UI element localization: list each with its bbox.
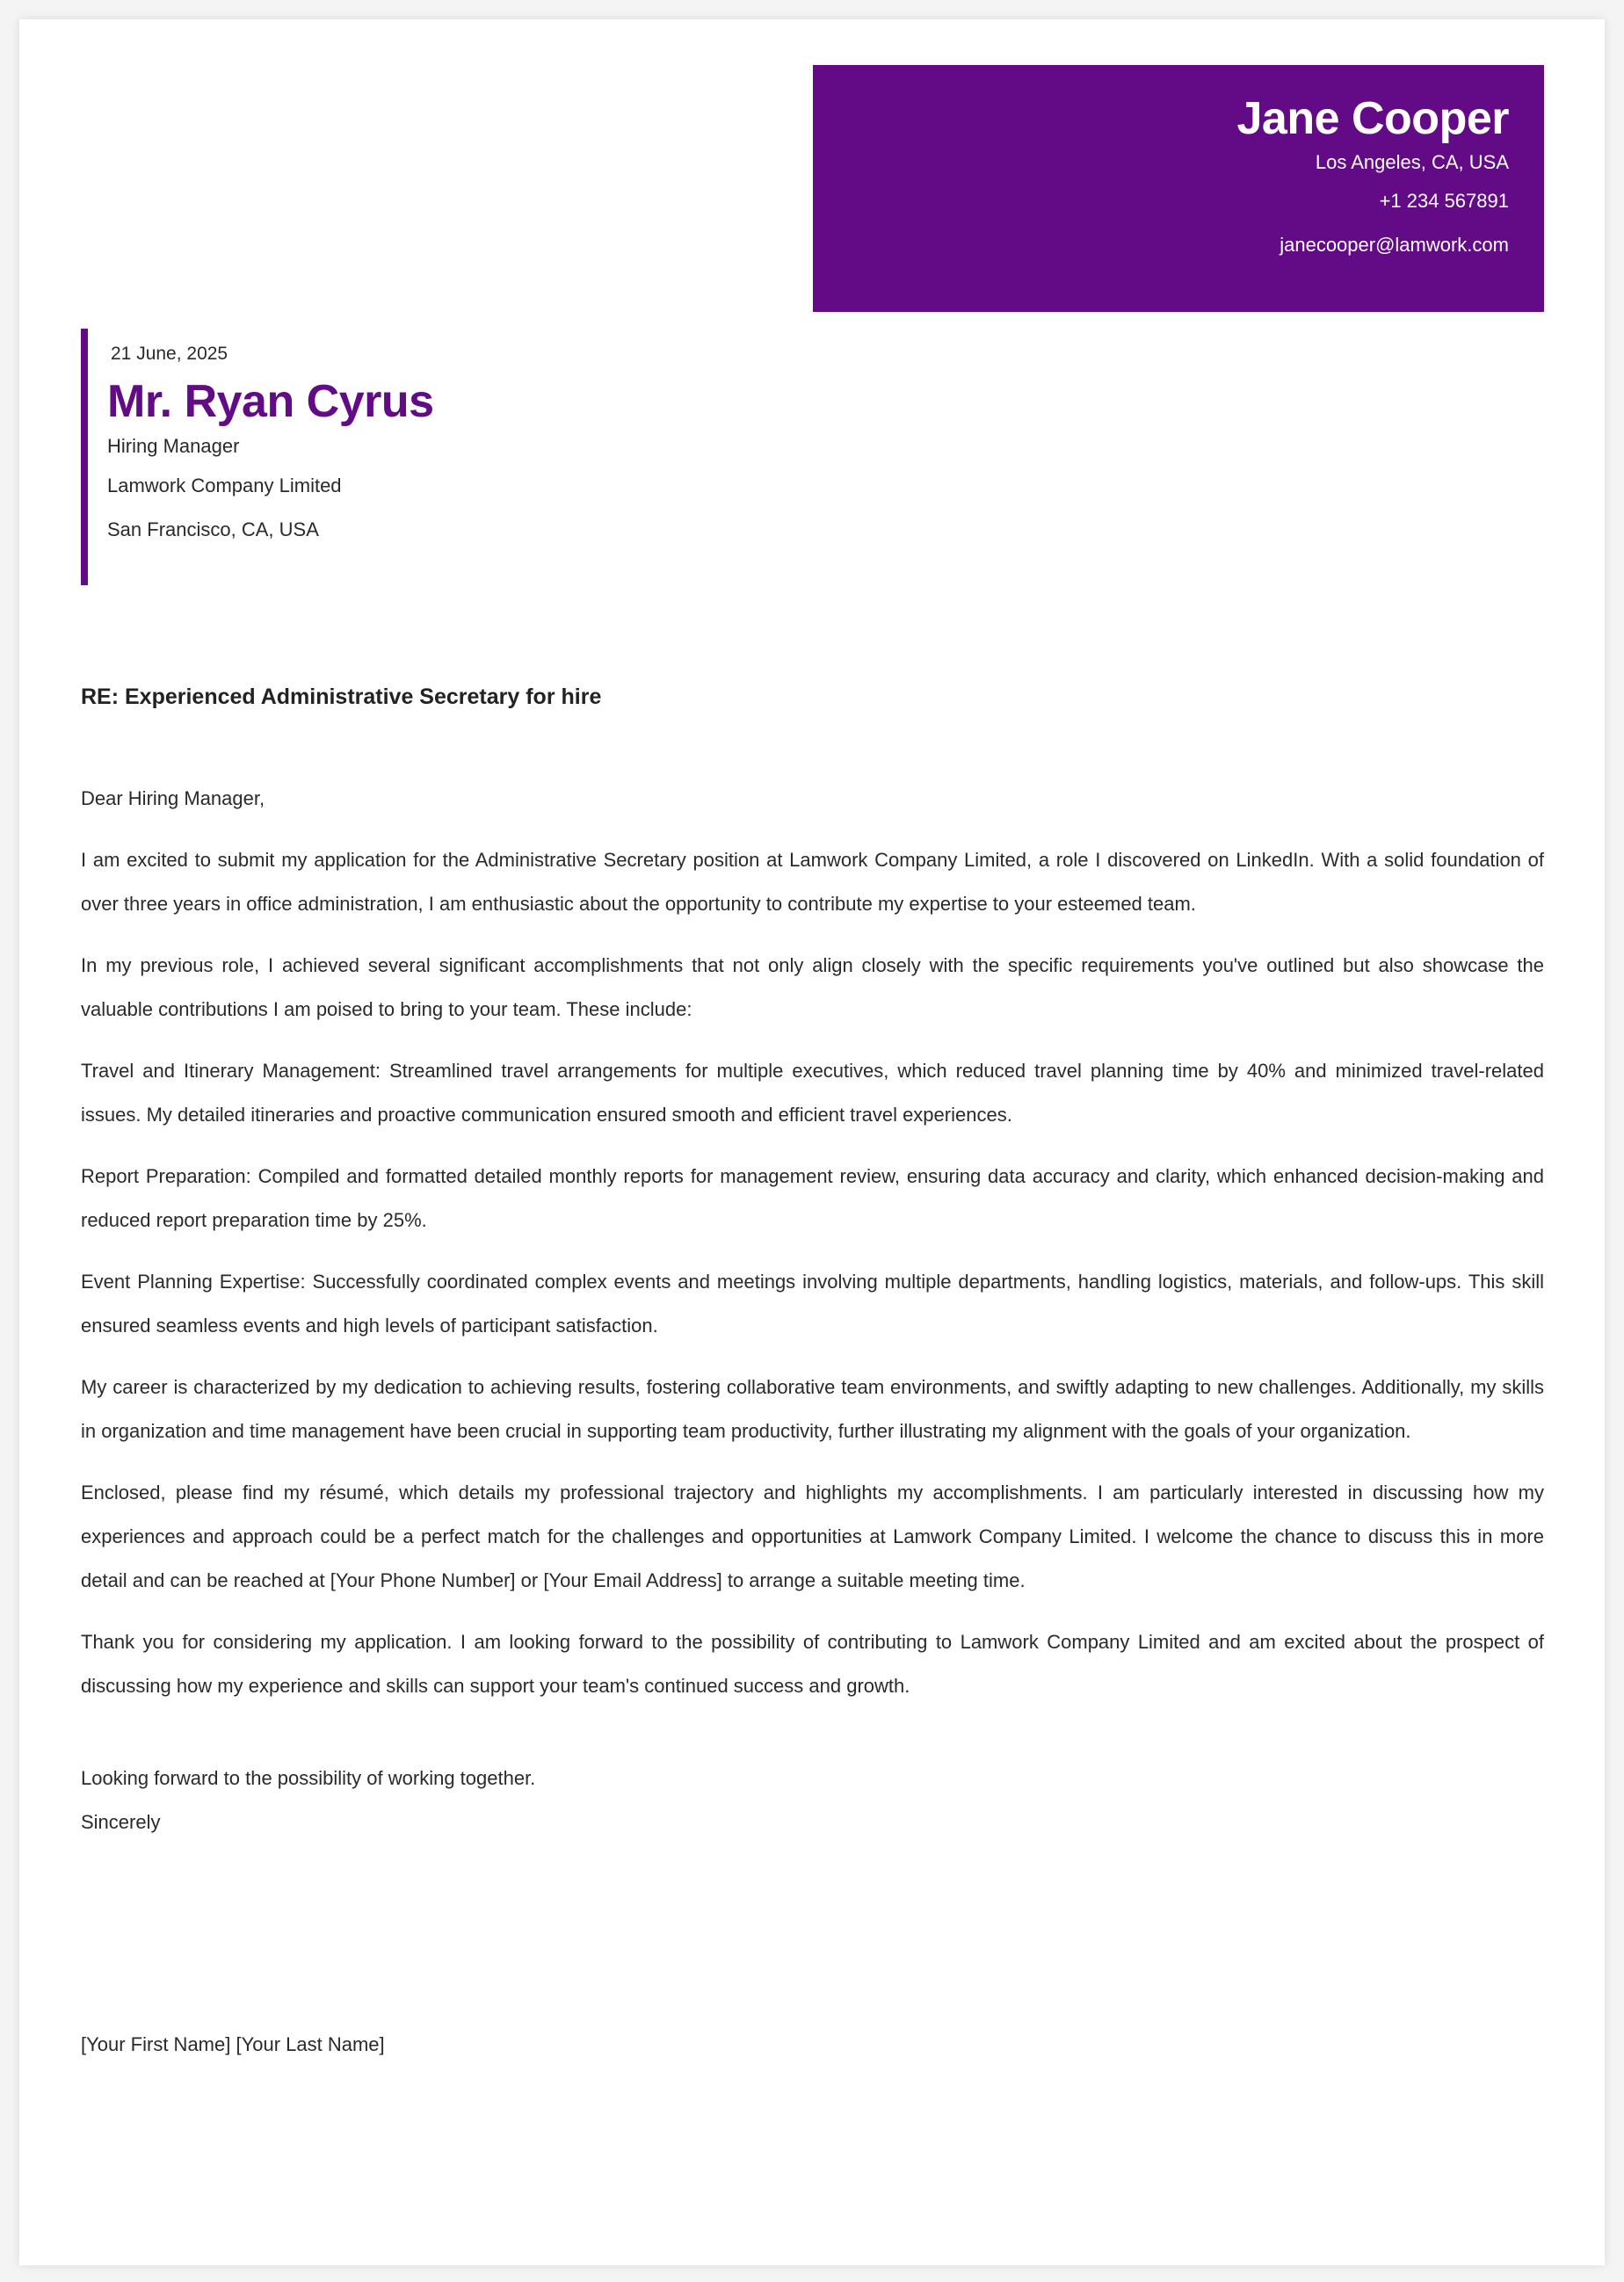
sender-email: janecooper@lamwork.com (1280, 234, 1509, 256)
signature-name: [Your First Name] [Your Last Name] (81, 2033, 385, 2055)
recipient-location: San Francisco, CA, USA (107, 518, 319, 540)
subject-line: RE: Experienced Administrative Secretary for hire (81, 685, 602, 709)
body-paragraph: In my previous role, I achieved several significant accomplishments that not only align closely with the specific requirements you've outlined but also showcase the valuable contributions I am poised to bring to your team. These include: (81, 954, 1544, 1020)
body-paragraph: Enclosed, please find my résumé, which details my professional trajectory and highlights my accomplishments. I am particularly interested in discussing how my experiences and approach could be a perfect match for the challenges and opportunities at Lamwork Company Limited. I welcome the chance to discuss this in more detail and can be reached at [Your Phone Number] or [Your Email Address] to arrange a suitable meeting time. (81, 1481, 1544, 1591)
closing-block (81, 1757, 535, 1844)
sender-phone: +1 234 567891 (1379, 190, 1509, 212)
sender-header (813, 65, 1544, 312)
sender-name: Jane Cooper (1236, 93, 1509, 144)
recipient-name: Mr. Ryan Cyrus (107, 376, 434, 427)
body-paragraph: Travel and Itinerary Management: Streamlined travel arrangements for multiple executives, which reduced travel planning time by 40% and minimized travel-related issues. My detailed itineraries and proactive communication ensured smooth and efficient travel experiences. (81, 1060, 1544, 1126)
body-paragraph: Event Planning Expertise: Successfully coordinated complex events and meetings involving multiple departments, handling logistics, materials, and follow-ups. This skill ensured seamless events and high levels of participant satisfaction. (81, 1271, 1544, 1337)
body-paragraph: I am excited to submit my application for the Administrative Secretary position at Lamwork Company Limited, a role I discovered on LinkedIn. With a solid foundation of over three years in office administration, I am enthusiastic about the opportunity to contribute my expertise to your esteemed team. (81, 849, 1544, 915)
letter-date: 21 June, 2025 (111, 344, 228, 364)
recipient-block (81, 329, 696, 585)
body-paragraph: Thank you for considering my application. I am looking forward to the possibility of contributing to Lamwork Company Limited and am excited about the prospect of discussing how my experience and skills can support your team's continued success and growth. (81, 1631, 1544, 1697)
recipient-company: Lamwork Company Limited (107, 475, 342, 496)
recipient-title: Hiring Manager (107, 435, 240, 457)
letter-body (81, 777, 1544, 1726)
body-paragraph: Report Preparation: Compiled and formatted detailed monthly reports for management review, ensuring data accuracy and clarity, which enhanced decision-making and reduced report preparation time by 25%. (81, 1165, 1544, 1231)
body-paragraph: My career is characterized by my dedication to achieving results, fostering collaborative team environments, and swiftly adapting to new challenges. Additionally, my skills in organization and time management have been crucial in supporting team productivity, further illustrating my alignment with the goals of your organization. (81, 1376, 1544, 1442)
sender-location: Los Angeles, CA, USA (1315, 151, 1509, 173)
salutation: Dear Hiring Manager, (81, 787, 265, 809)
closing-line: Looking forward to the possibility of working together. (81, 1767, 536, 1789)
letter-page (19, 19, 1605, 2265)
sign-off: Sincerely (81, 1811, 161, 1833)
